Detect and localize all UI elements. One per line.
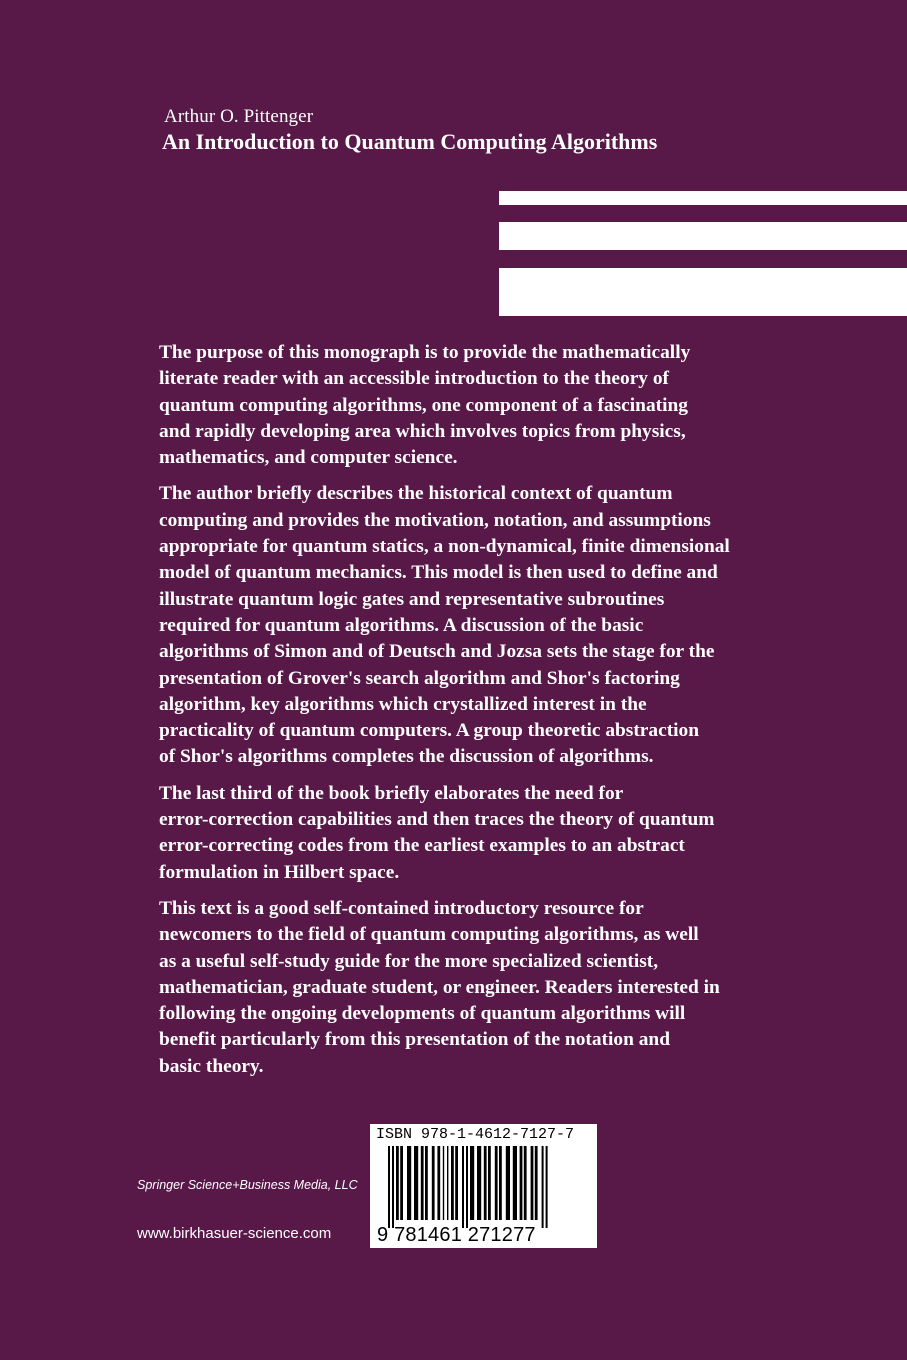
barcode-bar bbox=[546, 1146, 548, 1228]
barcode-bar bbox=[542, 1146, 544, 1228]
description-line: following the ongoing developments of quantum algorithms will bbox=[159, 1003, 686, 1025]
description-line: algorithm, key algorithms which crystallized interest in the bbox=[159, 693, 647, 715]
barcode-box bbox=[370, 1124, 597, 1248]
book-title: An Introduction to Quantum Computing Algorithms bbox=[162, 129, 658, 154]
barcode-bar bbox=[470, 1146, 474, 1220]
barcode-digits: 9 781461 271277 bbox=[377, 1224, 536, 1246]
description-line: formulation in Hilbert space. bbox=[159, 861, 400, 883]
barcode-bar bbox=[421, 1146, 424, 1220]
barcode-bar bbox=[451, 1146, 454, 1220]
description-paragraph bbox=[159, 896, 779, 1080]
barcode-bar bbox=[506, 1146, 510, 1220]
description-line: This text is a good self-contained introductory resource for bbox=[159, 897, 644, 919]
barcode-bar bbox=[477, 1146, 481, 1220]
description-line: mathematics, and computer science. bbox=[159, 447, 458, 469]
barcode-bar bbox=[513, 1146, 517, 1220]
barcode-bar bbox=[447, 1146, 448, 1220]
decorative-bar-1 bbox=[499, 191, 907, 205]
barcode-bar bbox=[535, 1146, 538, 1220]
barcode-bar bbox=[462, 1146, 464, 1228]
description-line: algorithms of Simon and of Deutsch and Jozsa sets the stage for the bbox=[159, 641, 715, 663]
description-line: basic theory. bbox=[159, 1055, 264, 1077]
description-paragraph bbox=[159, 481, 779, 770]
description-line: newcomers to the field of quantum computing algorithms, as well bbox=[159, 924, 699, 946]
description-line: practicality of quantum computers. A group theoretic abstraction bbox=[159, 720, 700, 742]
barcode-bar bbox=[488, 1146, 491, 1220]
description-line: model of quantum mechanics. This model is then used to define and bbox=[159, 562, 718, 584]
description-line: and rapidly developing area which involves topics from physics, bbox=[159, 420, 686, 442]
description-paragraph bbox=[159, 340, 779, 471]
barcode-bar bbox=[437, 1146, 440, 1220]
description-line: computing and provides the motivation, notation, and assumptions bbox=[159, 509, 711, 531]
barcode-bar bbox=[520, 1146, 523, 1220]
description-line: benefit particularly from this presentation of the notation and bbox=[159, 1029, 670, 1051]
author-name: Arthur O. Pittenger bbox=[164, 106, 314, 127]
barcode-bar bbox=[432, 1146, 435, 1220]
description-line: required for quantum algorithms. A discussion of the basic bbox=[159, 614, 644, 636]
barcode-bar bbox=[495, 1146, 498, 1220]
description-line: mathematician, graduate student, or engineer. Readers interested in bbox=[159, 976, 720, 998]
barcode-bar bbox=[396, 1146, 399, 1220]
description-line: The purpose of this monograph is to provide the mathematically bbox=[159, 342, 691, 363]
barcode-bar bbox=[407, 1146, 411, 1220]
barcode-bar bbox=[455, 1146, 458, 1220]
description-line: error-correcting codes from the earliest examples to an abstract bbox=[159, 835, 685, 857]
barcode-bar bbox=[388, 1146, 390, 1228]
description-line: quantum computing algorithms, one component of a fascinating bbox=[159, 394, 688, 416]
barcode-bar bbox=[392, 1146, 394, 1228]
description-line: appropriate for quantum statics, a non-dynamical, finite dimensional bbox=[159, 536, 730, 558]
description-line: as a useful self-study guide for the more specialized scientist, bbox=[159, 950, 659, 972]
decorative-bar-3 bbox=[499, 268, 907, 316]
description-line: The author briefly describes the historical context of quantum bbox=[159, 483, 673, 505]
description-line: The last third of the book briefly elaborates the need for bbox=[159, 782, 624, 804]
description-line: error-correction capabilities and then traces the theory of quantum bbox=[159, 809, 715, 831]
barcode-bar bbox=[531, 1146, 534, 1220]
description-line: of Shor's algorithms completes the discussion of algorithms. bbox=[159, 746, 654, 768]
description-line: illustrate quantum logic gates and representative subroutines bbox=[159, 588, 665, 610]
barcode-bar bbox=[443, 1146, 444, 1220]
publisher-name: Springer Science+Business Media, LLC bbox=[137, 1178, 358, 1192]
barcode-bar bbox=[425, 1146, 428, 1220]
barcode-bar bbox=[484, 1146, 487, 1220]
barcode-bar bbox=[466, 1146, 468, 1228]
description-paragraph bbox=[159, 781, 779, 886]
publisher-website: www.birkhasuer-science.com bbox=[137, 1225, 332, 1242]
description-line: literate reader with an accessible introduction to the theory of bbox=[159, 368, 669, 390]
barcode-bar bbox=[414, 1146, 418, 1220]
barcode-bar bbox=[499, 1146, 502, 1220]
isbn-label: ISBN 978-1-4612-7127-7 bbox=[376, 1126, 575, 1143]
decorative-bar-2 bbox=[499, 222, 907, 250]
description-line: presentation of Grover's search algorithm and Shor's factoring bbox=[159, 667, 680, 689]
barcode-bar bbox=[400, 1146, 403, 1220]
barcode-bar bbox=[524, 1146, 527, 1220]
description-body bbox=[159, 340, 779, 1090]
